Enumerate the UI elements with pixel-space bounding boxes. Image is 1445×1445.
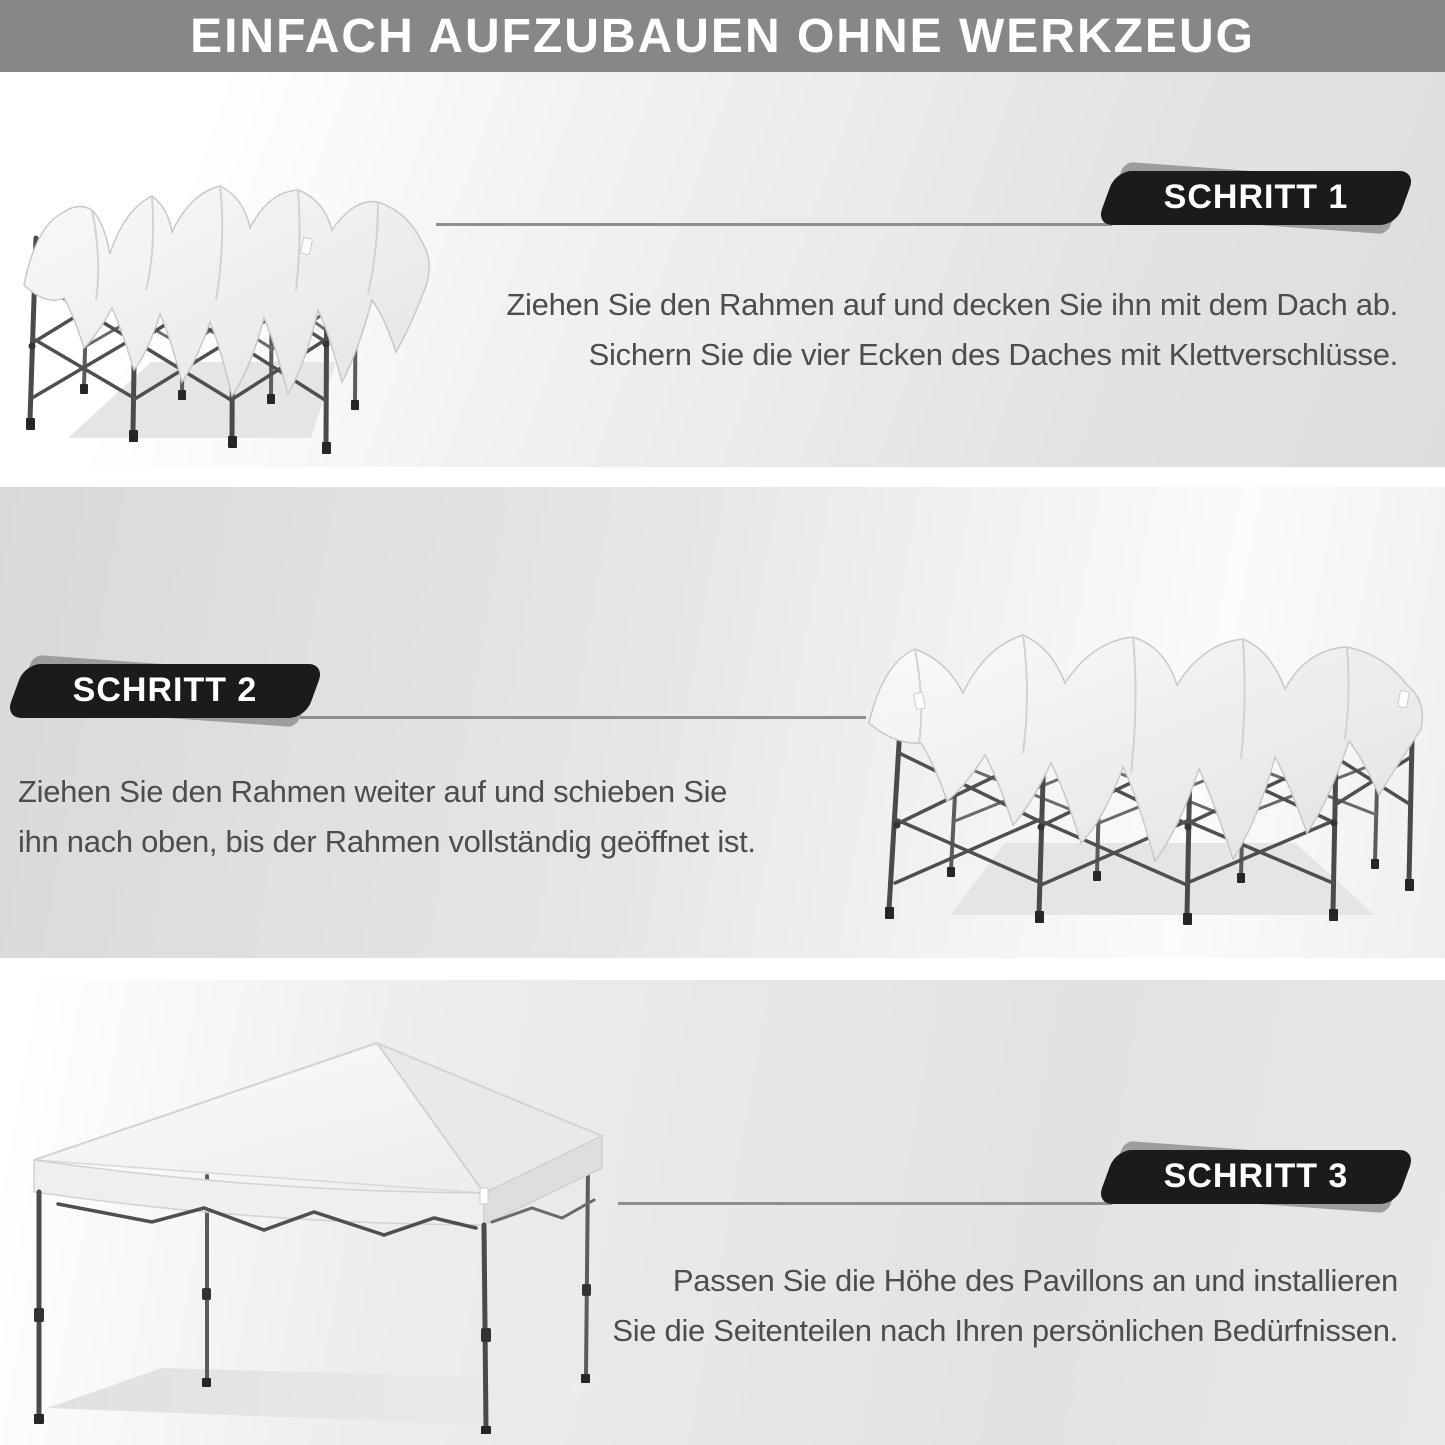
step-3-product-image	[2, 988, 644, 1434]
step-1-badge-label: SCHRITT 1	[1163, 177, 1349, 216]
half-open-tent-illustration	[855, 543, 1445, 945]
step-3-text	[548, 1256, 1398, 1356]
step-2-badge-label: SCHRITT 2	[72, 670, 258, 709]
step-2-product-image	[855, 543, 1445, 945]
step-2-text-line-1: Ziehen Sie den Rahmen weiter auf und schieben Sie	[18, 774, 728, 809]
step-3-badge	[1106, 1150, 1406, 1204]
step-1-text-line-1: Ziehen Sie den Rahmen auf und decken Sie ihn mit dem Dach ab.	[506, 287, 1398, 322]
step-1-text-line-2: Sichern Sie die vier Ecken des Daches mit Klettverschlüsse.	[588, 337, 1398, 372]
step-1-text	[448, 280, 1398, 380]
step-1-rule	[436, 223, 1112, 226]
step-3-badge-label: SCHRITT 3	[1163, 1156, 1349, 1195]
step-2-section	[0, 487, 1445, 958]
step-2-text-line-2: ihn nach oben, bis der Rahmen vollständig geöffnet ist.	[18, 824, 756, 859]
step-1-badge	[1106, 171, 1406, 225]
step-1-section	[0, 72, 1445, 467]
title-banner	[0, 0, 1445, 74]
step-3-rule	[618, 1202, 1112, 1205]
step-2-rule	[300, 716, 866, 719]
page-title: EINFACH AUFZUBAUEN OHNE WERKZEUG	[190, 9, 1255, 63]
step-2-text	[18, 767, 838, 867]
step-2-badge	[15, 664, 315, 718]
open-tent-illustration	[2, 988, 644, 1434]
folded-tent-illustration	[6, 90, 450, 456]
step-3-section	[0, 980, 1445, 1445]
step-3-text-line-1: Passen Sie die Höhe des Pavillons an und installieren	[672, 1263, 1398, 1298]
step-3-text-line-2: Sie die Seitenteilen nach Ihren persönlichen Bedürfnissen.	[612, 1313, 1398, 1348]
step-1-product-image	[6, 90, 450, 456]
